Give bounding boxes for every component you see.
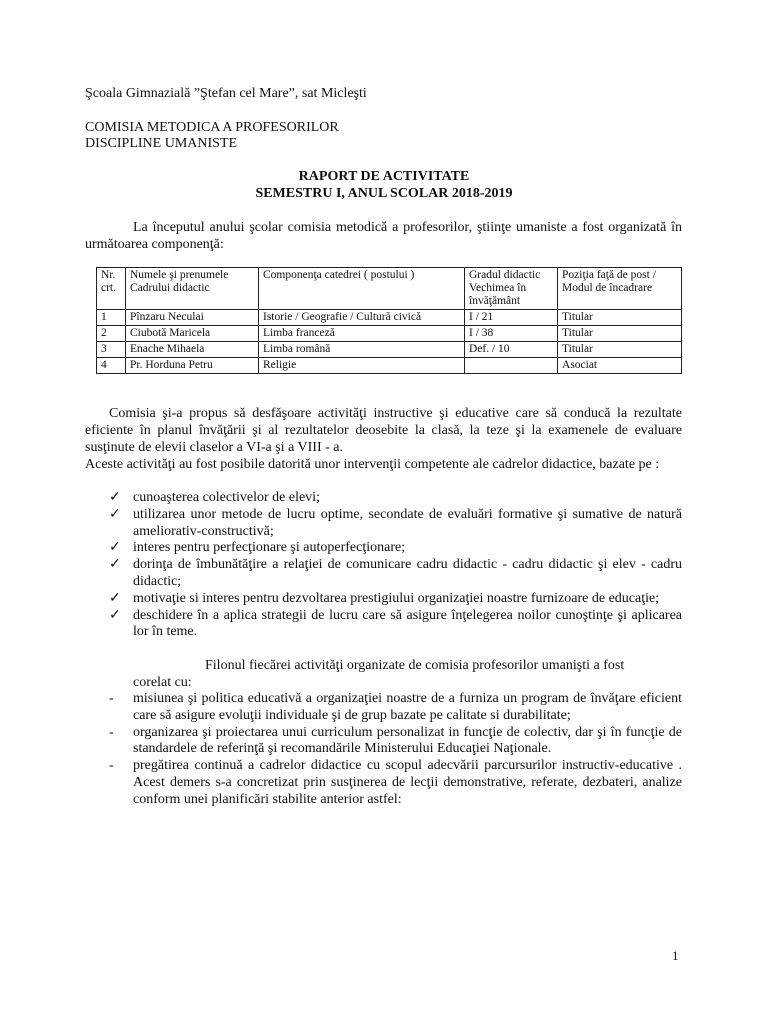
checkmark-icon: ✓: [109, 540, 121, 556]
list-item: [85, 758, 682, 808]
cell: I / 21: [465, 310, 558, 326]
dash-list: [85, 691, 682, 809]
list-item: [85, 557, 682, 591]
header-name: Numele şi prenumele Cadrului didactic: [126, 268, 259, 310]
staff-table: [96, 267, 682, 374]
report-subtitle: SEMESTRU I, ANUL SCOLAR 2018-2019: [255, 186, 513, 201]
paragraph-filon-line1: Filonul fiecărei activităţi organizate de comisia profesorilor umanişti a fost: [205, 658, 625, 673]
paragraph-filon-line2: corelat cu:: [133, 675, 192, 690]
cell: 2: [97, 326, 126, 342]
table-row: [97, 358, 682, 374]
cell: I / 38: [465, 326, 558, 342]
cell: [465, 358, 558, 374]
commission-line-2: DISCIPLINE UMANISTE: [85, 136, 238, 151]
list-item-text: interes pentru perfecţionare şi autoperfecţionare;: [133, 540, 406, 556]
header-catedra: Componenţa catedrei ( postului ): [259, 268, 465, 310]
cell: Limba franceză: [259, 326, 465, 342]
checkmark-icon: ✓: [109, 506, 121, 522]
header-pozitia: Poziţia faţă de post / Modul de încadrare: [558, 268, 682, 310]
list-item: [85, 608, 682, 642]
dash-bullet: -: [109, 691, 114, 706]
list-item: [85, 725, 682, 759]
cell: Enache Mihaela: [126, 342, 259, 358]
school-name: Şcoala Gimnazială ”Ştefan cel Mare”, sat Micleşti: [85, 86, 367, 101]
cell: 4: [97, 358, 126, 374]
checkmark-icon: ✓: [109, 590, 121, 606]
cell: 3: [97, 342, 126, 358]
cell: Pînzaru Neculai: [126, 310, 259, 326]
list-item: [85, 691, 682, 725]
table-row: [97, 342, 682, 358]
cell: Religie: [259, 358, 465, 374]
checkmark-icon: ✓: [109, 607, 121, 623]
cell: Titular: [558, 310, 682, 326]
cell: Pr. Horduna Petru: [126, 358, 259, 374]
cell: Asociat: [558, 358, 682, 374]
list-item-text: utilizarea unor metode de lucru optime, secondate de evaluări formative şi sumative de natură ameliorativ-constructivă;: [133, 506, 682, 539]
list-item-text: dorinţa de îmbunătăţire a relaţiei de comunicare cadru didactic - cadru didactic şi elev - cadru didactic;: [133, 557, 682, 589]
paragraph-objectives: Comisia şi-a propus să desfăşoare activităţi instructive şi educative care să conducă la rezultate eficiente în planul învăţării şi al rezultatelor deosebite la clasă, la teze şi la examenele de evaluare susţinute de elevii claselor a VI-a şi a VIII - a.: [85, 406, 682, 455]
checklist: [85, 490, 682, 641]
list-item-text: pregătirea continuă a cadrelor didactice cu scopul adecvării parcursurilor instructiv-educative . Acest demers s-a concretizat prin susţinerea de lecţii demonstrative, referate, dezbateri, analize conform unei planificări stabilite anterior astfel:: [133, 758, 682, 807]
report-title: RAPORT DE ACTIVITATE: [298, 169, 470, 184]
cell: Def. / 10: [465, 342, 558, 358]
dash-bullet: -: [109, 758, 114, 774]
list-item-text: deschidere în a aplica strategii de lucru care să asigure înţelegerea noilor cunoştinţe şi aplicarea lor în teme.: [133, 607, 682, 640]
table-row: [97, 310, 682, 326]
list-item: [85, 591, 682, 608]
list-item: [85, 507, 682, 541]
list-item-text: motivaţie si interes pentru dezvoltarea prestigiului organizaţiei noastre furnizoare de educaţie;: [133, 590, 660, 606]
list-item-text: misiunea şi politica educativă a organizaţiei noastre de a furniza un program de învăţare eficient care să asigure evoluţii individuale şi de grup bazate pe calitate si durabilitate;: [133, 691, 682, 723]
header-grad: Gradul didactic Vechimea în învăţământ: [465, 268, 558, 310]
cell: Limba română: [259, 342, 465, 358]
cell: Titular: [558, 326, 682, 342]
dash-bullet: -: [109, 724, 114, 740]
paragraph-interventions: Aceste activităţi au fost posibile datorită unor intervenţii competente ale cadrelor didactice, bazate pe :: [85, 457, 660, 472]
table-header-row: [97, 268, 682, 310]
checkmark-icon: ✓: [109, 557, 121, 573]
list-item: [85, 540, 682, 557]
cell: Istorie / Geografie / Cultură civică: [259, 310, 465, 326]
page-number: 1: [672, 948, 679, 963]
intro-paragraph: La începutul anului şcolar comisia metodică a profesorilor, ştiinţe umaniste a fost organizată în următoarea componenţă:: [85, 220, 682, 252]
table-row: [97, 326, 682, 342]
cell: 1: [97, 310, 126, 326]
checkmark-icon: ✓: [109, 490, 121, 505]
list-item-text: cunoaşterea colectivelor de elevi;: [133, 490, 320, 505]
list-item-text: organizarea şi proiectarea unui curriculum personalizat in funcţie de colectiv, dar şi în funcţie de standardele de referinţă şi recomandările Ministerului Educaţiei Naţionale.: [133, 724, 682, 757]
cell: Ciubotă Maricela: [126, 326, 259, 342]
header-nr: Nr. crt.: [97, 268, 126, 310]
cell: Titular: [558, 342, 682, 358]
commission-line-1: COMISIA METODICA A PROFESORILOR: [85, 120, 339, 135]
list-item: [85, 490, 682, 507]
